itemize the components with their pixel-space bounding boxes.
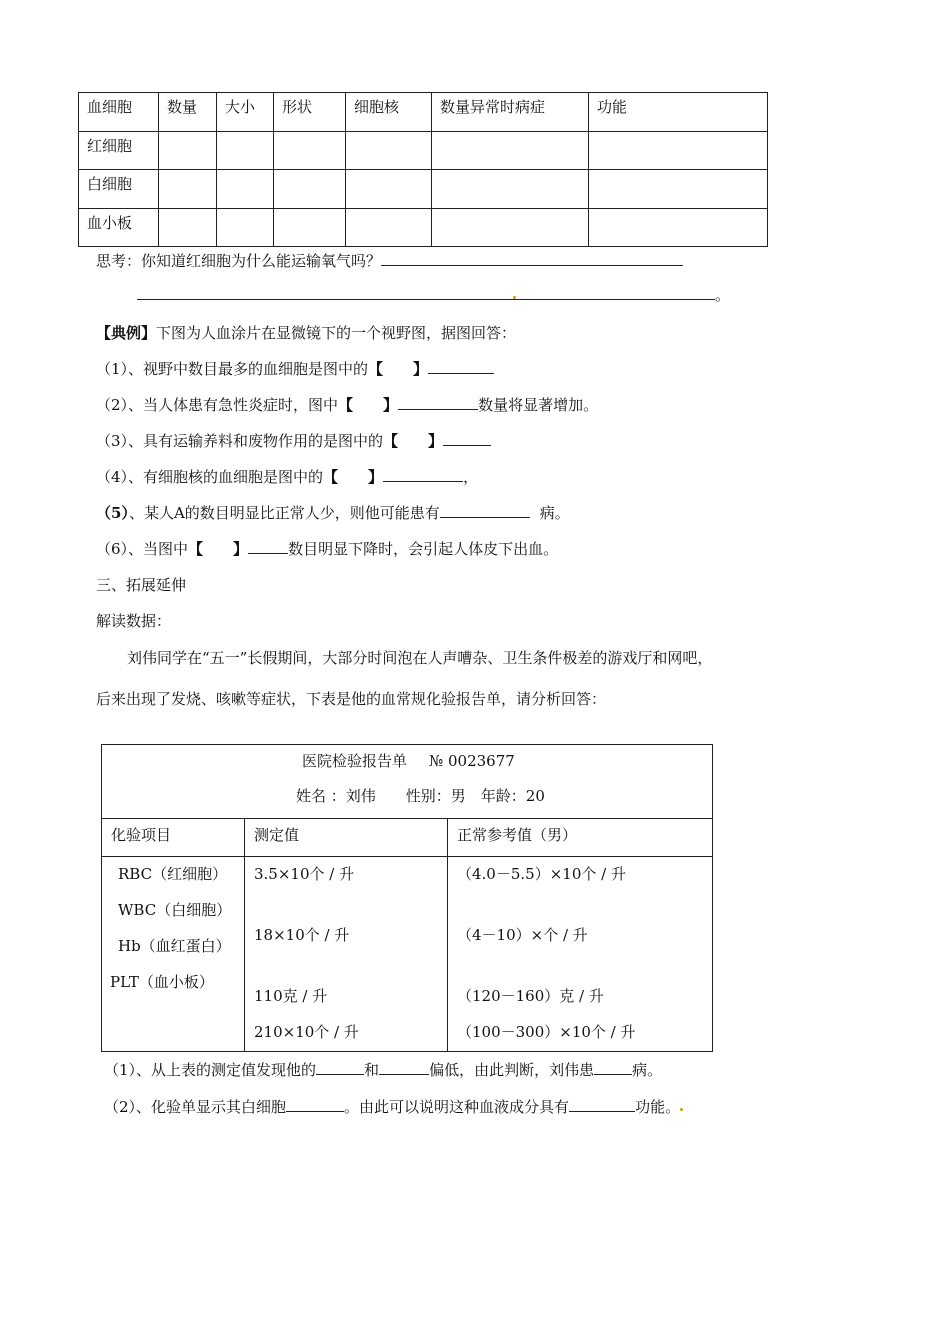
- divider: [244, 818, 245, 1051]
- question-text: （1）、从上表的测定值发现他的: [104, 1061, 317, 1079]
- answer-cell[interactable]: [159, 170, 217, 209]
- example-q5: [96, 502, 570, 523]
- answer-cell[interactable]: [217, 132, 274, 170]
- example-bracket: 【典例】: [96, 324, 157, 342]
- question-text: （3）、具有运输养料和废物作用的是图中的: [96, 432, 384, 450]
- report-title: 医院检验报告单: [302, 752, 408, 770]
- table-header-cell: 血细胞: [79, 93, 159, 132]
- section-subtitle: 解读数据：: [96, 612, 172, 630]
- test-item: RBC（红细胞）: [118, 865, 228, 883]
- question-text: （2）、当人体患有急性炎症时，图中: [96, 396, 339, 414]
- row-label: 白细胞: [79, 170, 159, 209]
- divider: [102, 856, 712, 857]
- think-answer-line: [137, 284, 730, 305]
- reference-value: （100－300）×10个 / 升: [457, 1023, 636, 1041]
- answer-blank[interactable]: [381, 250, 683, 266]
- measured-value: 3.5×10个 / 升: [254, 865, 355, 883]
- question-text: 、某人A的数目明显比正常人少，则他可能患有: [128, 504, 440, 522]
- column-header: 正常参考值（男）: [457, 826, 578, 844]
- answer-cell[interactable]: [346, 132, 432, 170]
- answer-cell[interactable]: [159, 132, 217, 170]
- answer-blank[interactable]: [248, 538, 288, 554]
- table-header-row: [79, 93, 768, 132]
- question-text: 数量将显著增加。: [478, 396, 599, 414]
- table-header-cell: 数量异常时病症: [432, 93, 589, 132]
- question-text: （6）、当图中: [96, 540, 189, 558]
- bracket-blank[interactable]: 【 】: [188, 540, 249, 558]
- table-row: [79, 209, 768, 247]
- answer-blank[interactable]: [440, 502, 530, 518]
- report-number: № 0023677: [429, 752, 515, 770]
- answer-cell[interactable]: [159, 209, 217, 247]
- answer-cell[interactable]: [346, 209, 432, 247]
- table-row: [79, 170, 768, 209]
- answer-blank[interactable]: [316, 1059, 364, 1075]
- question-text: 数目明显下降时，会引起人体皮下出血。: [288, 540, 559, 558]
- answer-cell[interactable]: [432, 170, 589, 209]
- answer-blank[interactable]: [443, 430, 491, 446]
- measured-value: 18×10个 / 升: [254, 926, 350, 944]
- answer-cell[interactable]: [432, 209, 589, 247]
- test-item: Hb（血红蛋白）: [118, 937, 231, 955]
- decorative-dot: [513, 296, 516, 299]
- answer-blank[interactable]: [594, 1059, 632, 1075]
- divider: [447, 818, 448, 1051]
- question-number: （5）: [96, 504, 129, 522]
- example-q6: [96, 538, 558, 559]
- question-text: （1）、视野中数目最多的血细胞是图中的: [96, 360, 369, 378]
- table-header-cell: 功能: [589, 93, 768, 132]
- measured-value: 110克 / 升: [254, 987, 328, 1005]
- blood-cell-table: [78, 92, 768, 247]
- divider: [102, 818, 712, 819]
- question-text: （2）、化验单显示其白细胞: [104, 1098, 287, 1116]
- example-intro: [96, 322, 516, 343]
- answer-cell[interactable]: [274, 209, 346, 247]
- question-text: 偏低，由此判断，刘伟患: [429, 1061, 595, 1079]
- example-q4: [96, 466, 478, 487]
- answer-cell[interactable]: [589, 170, 768, 209]
- table-row: [79, 132, 768, 170]
- answer-cell[interactable]: [589, 132, 768, 170]
- answer-blank[interactable]: [569, 1096, 635, 1112]
- answer-cell[interactable]: [432, 132, 589, 170]
- question-text: 和: [364, 1061, 380, 1079]
- answer-cell[interactable]: [274, 170, 346, 209]
- answer-blank[interactable]: [383, 466, 463, 482]
- example-intro-text: 下图为人血涂片在显微镜下的一个视野图，据图回答：: [156, 324, 517, 342]
- test-item: WBC（白细胞）: [118, 901, 232, 919]
- table-header-cell: 细胞核: [346, 93, 432, 132]
- answer-cell[interactable]: [346, 170, 432, 209]
- lab-report: [101, 744, 713, 1052]
- answer-blank[interactable]: [379, 1059, 429, 1075]
- reference-value: （4.0－5.5）×10个 / 升: [457, 865, 626, 883]
- table-header-cell: 形状: [274, 93, 346, 132]
- row-label: 血小板: [79, 209, 159, 247]
- end-mark: 。: [715, 286, 731, 304]
- test-item: PLT（血小板）: [110, 973, 214, 991]
- question-text: 。由此可以说明这种血液成分具有: [344, 1098, 570, 1116]
- column-header: 测定值: [254, 826, 300, 844]
- reference-value: （4－10）×个 / 升: [457, 926, 588, 944]
- example-q2: [96, 394, 598, 415]
- answer-blank[interactable]: [428, 358, 494, 374]
- bracket-blank[interactable]: 【 】: [368, 360, 429, 378]
- bracket-blank[interactable]: 【 】: [323, 468, 384, 486]
- think-question-text: 思考：你知道红细胞为什么能运输氧气吗？: [96, 252, 382, 270]
- answer-cell[interactable]: [217, 209, 274, 247]
- answer-cell[interactable]: [589, 209, 768, 247]
- bracket-blank[interactable]: 【 】: [338, 396, 399, 414]
- example-q1: [96, 358, 494, 379]
- reference-value: （120－160）克 / 升: [457, 987, 604, 1005]
- paragraph: 后来出现了发烧、咳嗽等症状，下表是他的血常规化验报告单，请分析回答：: [96, 690, 607, 708]
- answer-blank[interactable]: [398, 394, 478, 410]
- question-text: ，: [463, 468, 479, 486]
- question-text: 病。: [632, 1061, 663, 1079]
- answer-blank[interactable]: [286, 1096, 344, 1112]
- measured-value: 210×10个 / 升: [254, 1023, 359, 1041]
- decorative-dot: [680, 1108, 683, 1111]
- question-text: 功能。: [635, 1098, 681, 1116]
- question-text: （4）、有细胞核的血细胞是图中的: [96, 468, 324, 486]
- bracket-blank[interactable]: 【 】: [383, 432, 444, 450]
- analysis-q2: [104, 1096, 680, 1117]
- example-q3: [96, 430, 491, 451]
- answer-cell[interactable]: [274, 132, 346, 170]
- patient-info: 姓名 ：刘伟 性别：男 年龄：20: [296, 787, 545, 805]
- paragraph: 刘伟同学在“五一”长假期间，大部分时间泡在人声嘈杂、卫生条件极差的游戏厅和网吧，: [127, 649, 713, 667]
- question-text: 病。: [539, 504, 570, 522]
- table-header-cell: 数量: [159, 93, 217, 132]
- section-title: 三、拓展延伸: [96, 576, 187, 594]
- report-title-line: [302, 750, 515, 771]
- analysis-q1: [104, 1059, 662, 1080]
- column-header: 化验项目: [111, 826, 172, 844]
- row-label: 红细胞: [79, 132, 159, 170]
- answer-blank[interactable]: [137, 284, 715, 300]
- answer-cell[interactable]: [217, 170, 274, 209]
- think-question: [96, 250, 683, 271]
- table-header-cell: 大小: [217, 93, 274, 132]
